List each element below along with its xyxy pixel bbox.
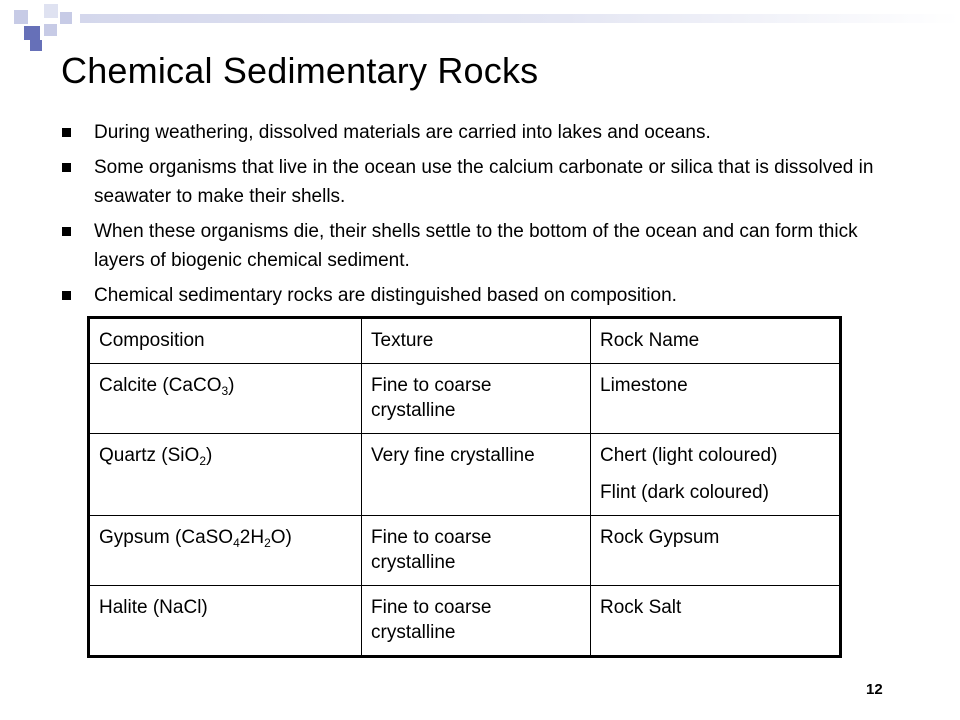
deco-square-5 — [44, 24, 57, 36]
header-cell-rock-name: Rock Name — [591, 318, 841, 364]
rock-composition-table — [87, 316, 842, 658]
cell-texture: Fine to coarse crystalline — [362, 516, 591, 586]
bullet-item — [62, 281, 892, 310]
cell-composition: Halite (NaCl) — [89, 586, 362, 657]
bullet-item — [62, 153, 892, 211]
deco-square-6 — [30, 40, 42, 51]
page-number: 12 — [866, 681, 883, 698]
cell-texture: Fine to coarse crystalline — [362, 364, 591, 434]
rock-name-line-2: Flint (dark coloured) — [600, 482, 769, 503]
table-row — [89, 516, 841, 586]
bullet-text: During weathering, dissolved materials are carried into lakes and oceans. — [94, 122, 711, 143]
rock-name-line: Rock Salt — [600, 597, 682, 618]
square-bullet-icon — [62, 291, 71, 300]
cell-composition: Gypsum $(CaSO_42H_2O)$ — [89, 516, 362, 586]
cell-rock-name — [591, 516, 841, 586]
header-cell-texture: Texture — [362, 318, 591, 364]
rock-name-line: Chert (light coloured) — [600, 445, 778, 466]
cell-texture: Very fine crystalline — [362, 434, 591, 516]
bullet-text: Chemical sedimentary rocks are distinguished based on composition. — [94, 285, 677, 306]
cell-rock-name — [591, 434, 841, 516]
deco-square-2 — [44, 4, 58, 18]
bullet-text: Some organisms that live in the ocean use the calcium carbonate or silica that is dissolved in seawater to make their shells. — [94, 157, 874, 207]
cell-texture: Fine to coarse crystalline — [362, 586, 591, 657]
rock-name-line: Rock Gypsum — [600, 527, 720, 548]
cell-composition: Calcite (CaCO$_3$) — [89, 364, 362, 434]
cell-rock-name — [591, 586, 841, 657]
bullet-text: When these organisms die, their shells settle to the bottom of the ocean and can form thick layers of biogenic chemical sediment. — [94, 221, 858, 271]
table-row — [89, 586, 841, 657]
square-bullet-icon — [62, 163, 71, 172]
table-row — [89, 364, 841, 434]
cell-rock-name — [591, 364, 841, 434]
slide-title: Chemical Sedimentary Rocks — [61, 50, 539, 91]
table-header-row — [89, 318, 841, 364]
rock-name-line: Limestone — [600, 375, 688, 396]
cell-composition: Quartz (SiO$_2$) — [89, 434, 362, 516]
header-cell-composition: Composition — [89, 318, 362, 364]
deco-square-1 — [14, 10, 28, 24]
bullet-item — [62, 217, 892, 275]
bullet-item — [62, 118, 892, 147]
table-row — [89, 434, 841, 516]
square-bullet-icon — [62, 128, 71, 137]
bullet-list — [62, 118, 892, 316]
deco-square-4 — [24, 26, 40, 40]
square-bullet-icon — [62, 227, 71, 236]
header-gradient-band — [80, 14, 960, 23]
deco-square-3 — [60, 12, 72, 24]
